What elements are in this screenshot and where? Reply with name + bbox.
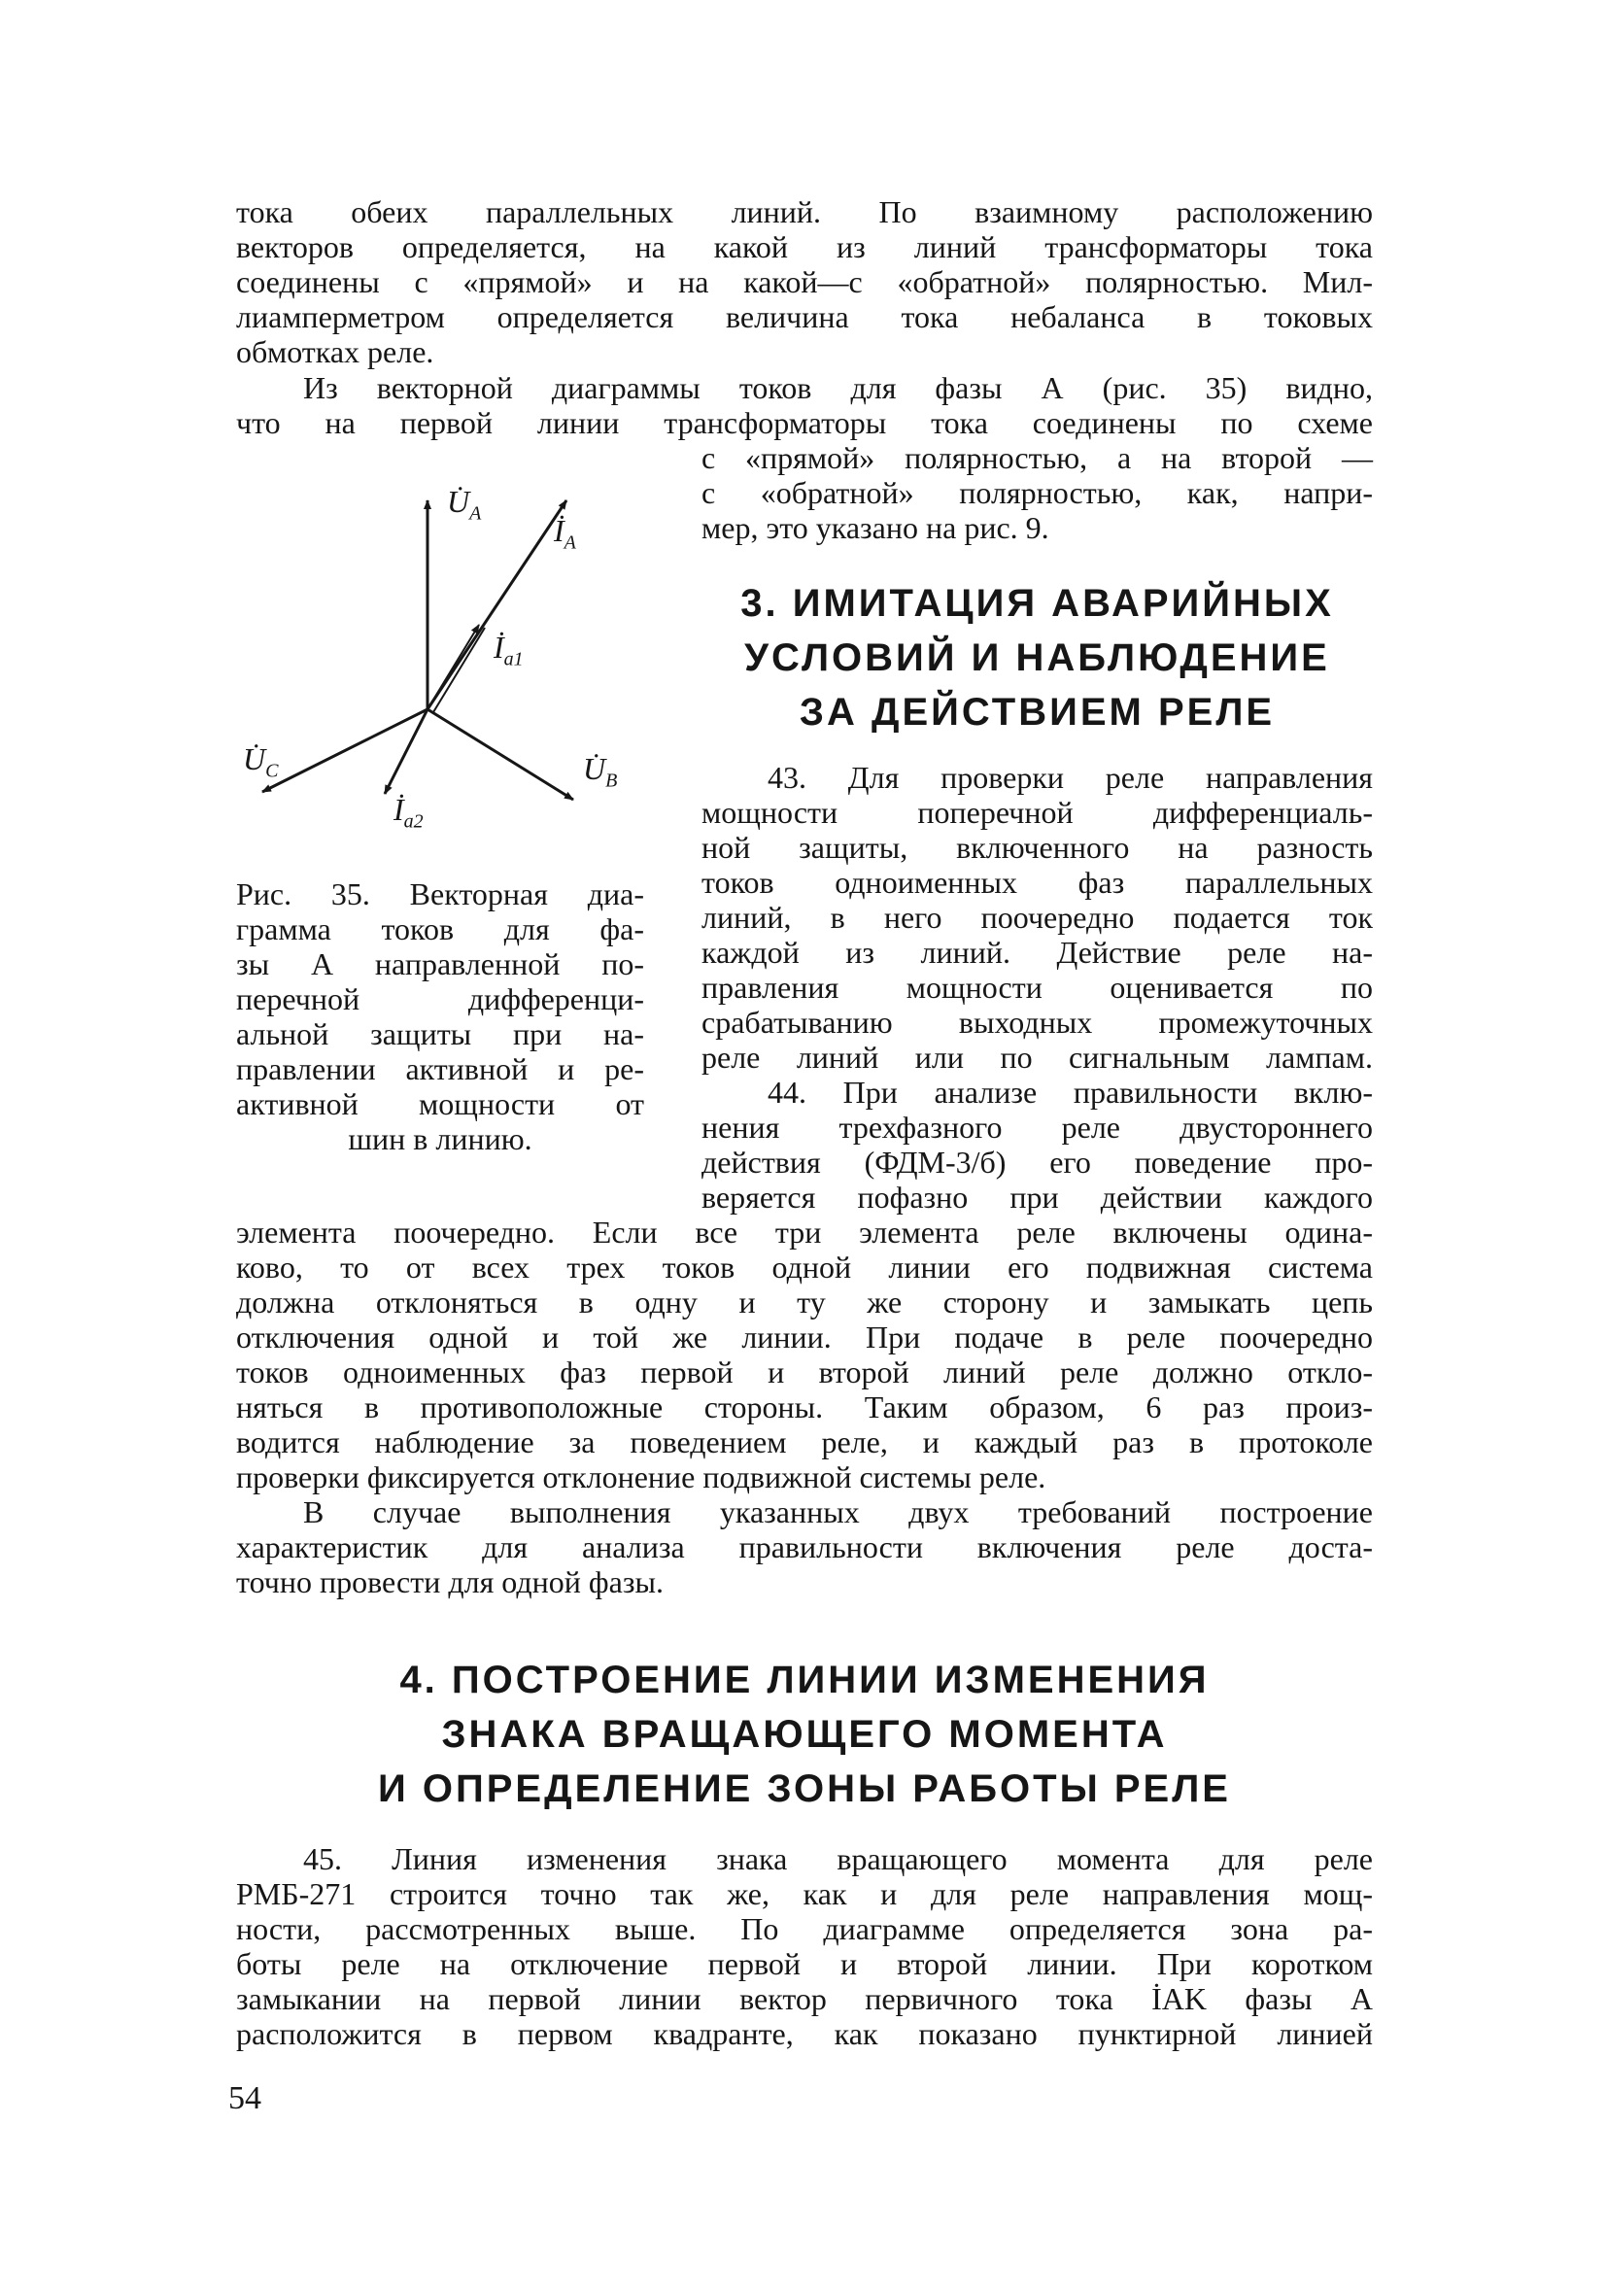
text-line: В случае выполнения указанных двух требований построение xyxy=(303,1494,1373,1529)
text-line: 45. Линия изменения знака вращающего момента для реле xyxy=(303,1841,1373,1876)
label-ua: $U̇_A$ xyxy=(447,484,482,525)
vector-ia xyxy=(427,500,566,709)
text-line: точно провести для одной фазы. xyxy=(236,1564,664,1599)
figure-caption-line: альной защиты при на- xyxy=(236,1016,644,1051)
text-line: мер, это указано на рис. 9. xyxy=(701,510,1049,545)
text-line: токов одноименных фаз первой и второй линий реле должно откло- xyxy=(236,1354,1373,1389)
text-line: соединены с «прямой» и на какой—с «обратной» полярностью. Мил- xyxy=(236,264,1373,299)
text-line: ково, то от всех трех токов одной линии его подвижная система xyxy=(236,1250,1373,1285)
figure-caption-line: правлении активной и ре- xyxy=(236,1051,644,1086)
text-line: замыкании на первой линии вектор первичного тока İAK фазы А xyxy=(236,1981,1373,2016)
text-line: векторов определяется, на какой из линий трансформаторы тока xyxy=(236,229,1373,264)
text-line: характеристик для анализа правильности включения реле доста- xyxy=(236,1529,1373,1564)
section-heading: 3. ИМИТАЦИЯ АВАРИЙНЫХ xyxy=(740,582,1334,625)
label-ia2: $İ_{a2}$ xyxy=(393,792,424,833)
label-uc: $U̇_C$ xyxy=(243,741,279,782)
vector-uc xyxy=(262,709,427,792)
section-heading: 4. ПОСТРОЕНИЕ ЛИНИИ ИЗМЕНЕНИЯ xyxy=(399,1659,1210,1701)
text-line: тока обеих параллельных линий. По взаимному расположению xyxy=(236,194,1373,229)
label-ia: $İ_A$ xyxy=(554,513,576,554)
text-line: элемента поочередно. Если все три элемента реле включены одина- xyxy=(236,1215,1373,1250)
text-line: боты реле на отключение первой и второй линии. При коротком xyxy=(236,1946,1373,1981)
text-line: лиамперметром определяется величина тока небаланса в токовых xyxy=(236,299,1373,334)
figure-caption-line: активной мощности от xyxy=(236,1086,644,1121)
text-line: Из векторной диаграммы токов для фазы А (рис. 35) видно, xyxy=(303,370,1373,405)
text-line: действия (ФДМ-3/б) его поведение про- xyxy=(701,1145,1373,1180)
text-line: отключения одной и той же линии. При подаче в реле поочередно xyxy=(236,1319,1373,1354)
vector-ia2 xyxy=(385,709,427,794)
text-line: няться в противоположные стороны. Таким образом, 6 раз произ- xyxy=(236,1389,1373,1424)
text-line: РМБ-271 строится точно так же, как и для реле направления мощ- xyxy=(236,1876,1373,1911)
label-ia1: $İ_{a1}$ xyxy=(494,630,524,670)
text-line: мощности поперечной дифференциаль- xyxy=(701,795,1373,830)
text-line: проверки фиксируется отклонение подвижной системы реле. xyxy=(236,1459,1046,1494)
text-line: правления мощности оценивается по xyxy=(701,970,1373,1005)
section-heading: ЗА ДЕЙСТВИЕМ РЕЛЕ xyxy=(799,691,1276,734)
text-line: должна отклоняться в одну и ту же сторону и замыкать цепь xyxy=(236,1285,1373,1319)
text-line: нения трехфазного реле двустороннего xyxy=(701,1110,1373,1145)
figure-caption-line: грамма токов для фа- xyxy=(236,911,644,946)
text-line: водится наблюдение за поведением реле, и каждый раз в протоколе xyxy=(236,1424,1373,1459)
text-line: линий, в него поочередно подается ток xyxy=(701,900,1373,935)
text-line: реле линий или по сигнальным лампам. xyxy=(701,1040,1373,1075)
figure-caption-line: шин в линию. xyxy=(348,1121,532,1156)
text-line: ности, рассмотренных выше. По диаграмме определяется зона ра- xyxy=(236,1911,1373,1946)
figure-caption-line: Рис. 35. Векторная диа- xyxy=(236,876,644,911)
vector-diagram-figure xyxy=(233,481,618,850)
text-line: токов одноименных фаз параллельных xyxy=(701,865,1373,900)
label-ub: $U̇_B$ xyxy=(583,751,618,792)
section-heading: И ОПРЕДЕЛЕНИЕ ЗОНЫ РАБОТЫ РЕЛЕ xyxy=(378,1767,1231,1810)
section-heading: УСЛОВИЙ И НАБЛЮДЕНИЕ xyxy=(744,636,1330,679)
figure-caption-line: зы А направленной по- xyxy=(236,946,644,981)
text-line: срабатыванию выходных промежуточных xyxy=(701,1005,1373,1040)
text-line: обмотках реле. xyxy=(236,334,434,369)
text-line: 44. При анализе правильности вклю- xyxy=(768,1075,1373,1110)
vector-ub xyxy=(427,709,573,800)
text-line: веряется пофазно при действии каждого xyxy=(701,1180,1373,1215)
vector-ia1 xyxy=(427,625,479,709)
text-line: с «обратной» полярностью, как, напри- xyxy=(701,475,1373,510)
page-number: 54 xyxy=(228,2080,261,2116)
text-line: 43. Для проверки реле направления xyxy=(768,760,1373,795)
text-line: расположится в первом квадранте, как показано пунктирной линией xyxy=(236,2016,1373,2051)
figure-caption-line: перечной дифференци- xyxy=(236,981,644,1016)
text-line: что на первой линии трансформаторы тока соединены по схеме xyxy=(236,405,1373,440)
text-line: с «прямой» полярностью, а на второй — xyxy=(701,440,1373,475)
text-line: ной защиты, включенного на разность xyxy=(701,830,1373,865)
text-line: каждой из линий. Действие реле на- xyxy=(701,935,1373,970)
section-heading: ЗНАКА ВРАЩАЮЩЕГО МОМЕНТА xyxy=(441,1713,1168,1756)
